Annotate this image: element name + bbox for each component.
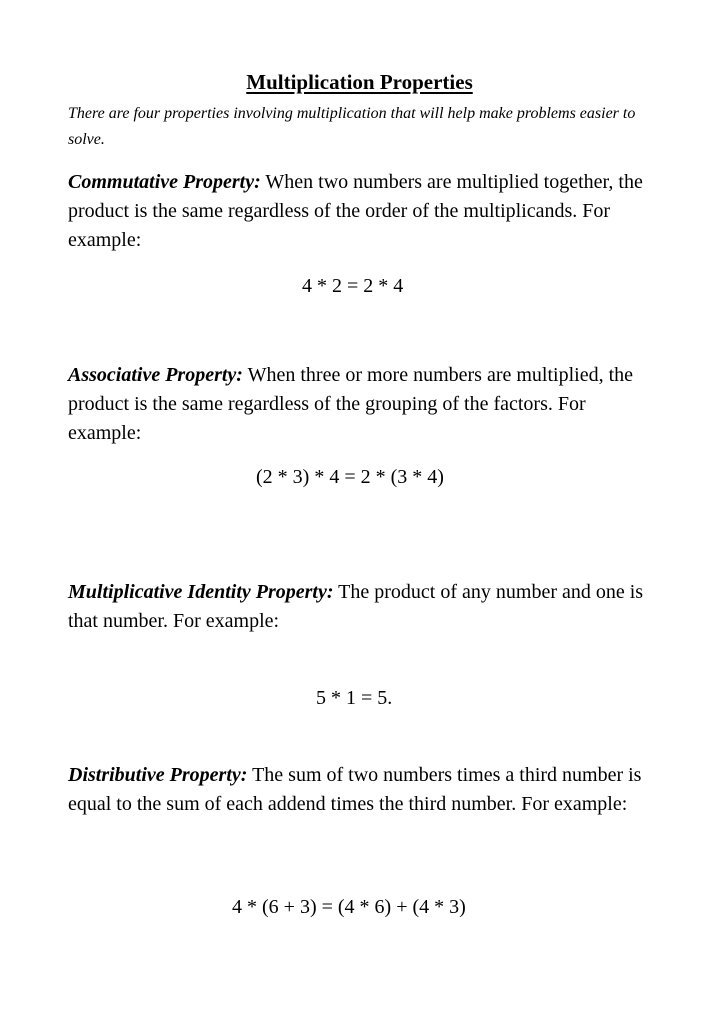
property-description: When two numbers are multiplied together, the product is the same regardless of the order of the multiplicands. For example: — [68, 171, 643, 251]
intro-text: There are four properties involving multiplication that will help make problems easier to solve. — [68, 105, 636, 148]
distributive-property-paragraph — [68, 761, 658, 819]
distributive-example: 4 * (6 + 3) = (4 * 6) + (4 * 3) — [232, 896, 466, 918]
property-name: Commutative Property: — [68, 171, 261, 193]
property-name: Associative Property: — [68, 364, 243, 386]
property-description: The product of any number and one is that number. For example: — [68, 581, 644, 632]
commutative-example: 4 * 2 = 2 * 4 — [302, 275, 404, 297]
commutative-property-paragraph — [68, 168, 658, 255]
identity-example: 5 * 1 = 5. — [316, 687, 393, 709]
identity-property-paragraph — [68, 578, 658, 636]
property-description: When three or more numbers are multiplied, the product is the same regardless of the grouping of the factors. For example: — [68, 364, 634, 444]
page-title: Multiplication Properties — [246, 70, 473, 94]
property-name: Distributive Property: — [68, 764, 248, 786]
associative-property-paragraph — [68, 361, 658, 448]
associative-example: (2 * 3) * 4 = 2 * (3 * 4) — [256, 466, 444, 488]
property-name: Multiplicative Identity Property: — [68, 581, 334, 603]
property-description: The sum of two numbers times a third number is equal to the sum of each addend times the third number. For example: — [68, 764, 642, 815]
